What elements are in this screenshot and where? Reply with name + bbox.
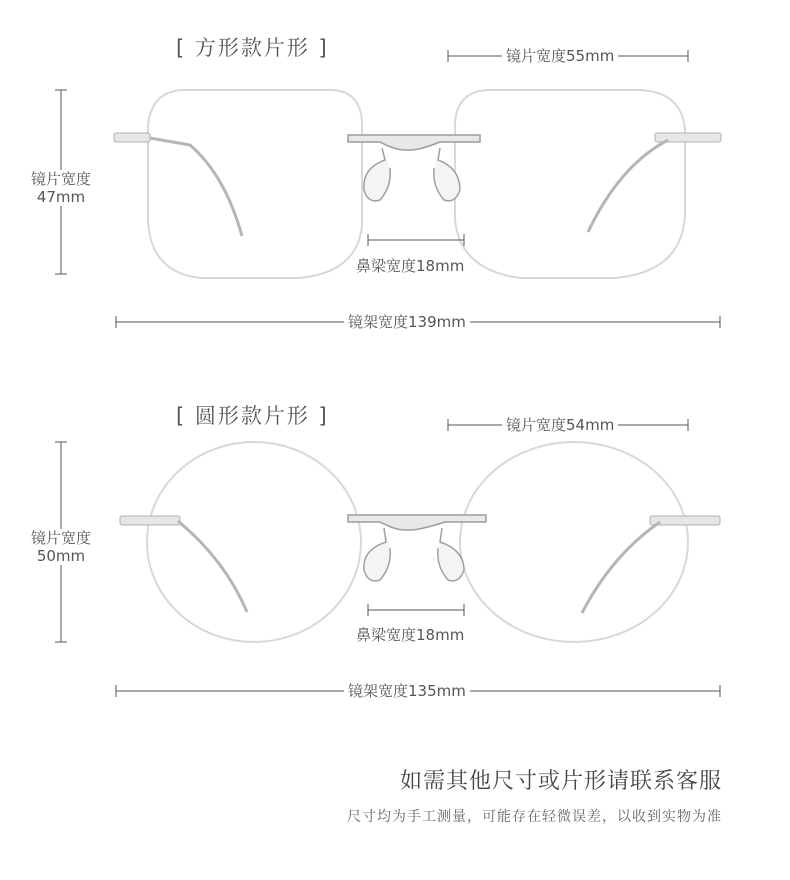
square-glasses-diagram — [0, 0, 790, 360]
round-left-temple-arm — [178, 521, 247, 612]
round-left-lens — [147, 442, 361, 642]
round-frame-width-label: 镜架宽度135mm — [344, 682, 470, 700]
square-lens-width-label: 镜片宽度55mm — [502, 47, 618, 65]
square-left-temple-arm — [150, 138, 242, 236]
round-lens-panel — [0, 370, 790, 730]
round-right-temple-hinge — [650, 516, 720, 525]
square-left-temple-hinge — [114, 133, 150, 142]
square-bridge-label: 鼻梁宽度18mm — [352, 257, 468, 275]
round-lens-width-label: 镜片宽度54mm — [502, 416, 618, 434]
round-lens-height-value: 50mm — [36, 547, 86, 565]
square-frame-width-label: 镜架宽度139mm — [344, 313, 470, 331]
round-left-nose-pad — [364, 528, 390, 581]
contact-service-note: 如需其他尺寸或片形请联系客服 — [399, 769, 722, 794]
measurement-disclaimer: 尺寸均为手工测量，可能存在轻微误差，以收到实物为准 — [347, 809, 722, 825]
square-lens-height-label — [8, 170, 114, 206]
square-lens-height-title: 镜片宽度 — [30, 170, 91, 188]
square-left-lens — [148, 90, 362, 278]
round-right-lens — [460, 442, 688, 642]
round-bridge-label: 鼻梁宽度18mm — [352, 626, 468, 644]
round-lens-height-label — [8, 529, 114, 565]
round-glasses-diagram — [0, 370, 790, 730]
square-shape-title: [ 方形款片形 ] — [176, 36, 329, 60]
square-lens-height-value: 47mm — [36, 188, 86, 206]
square-right-temple-arm — [588, 140, 668, 232]
square-bridge-bar — [348, 135, 480, 150]
square-right-nose-pad — [434, 148, 460, 201]
round-shape-title: [ 圆形款片形 ] — [176, 404, 329, 428]
square-lens-panel — [0, 0, 790, 360]
round-lens-height-title: 镜片宽度 — [30, 529, 91, 547]
square-right-lens — [455, 90, 685, 278]
round-left-temple-hinge — [120, 516, 180, 525]
round-right-temple-arm — [582, 522, 660, 613]
round-bridge-bar — [348, 515, 486, 530]
square-left-nose-pad — [364, 148, 390, 201]
